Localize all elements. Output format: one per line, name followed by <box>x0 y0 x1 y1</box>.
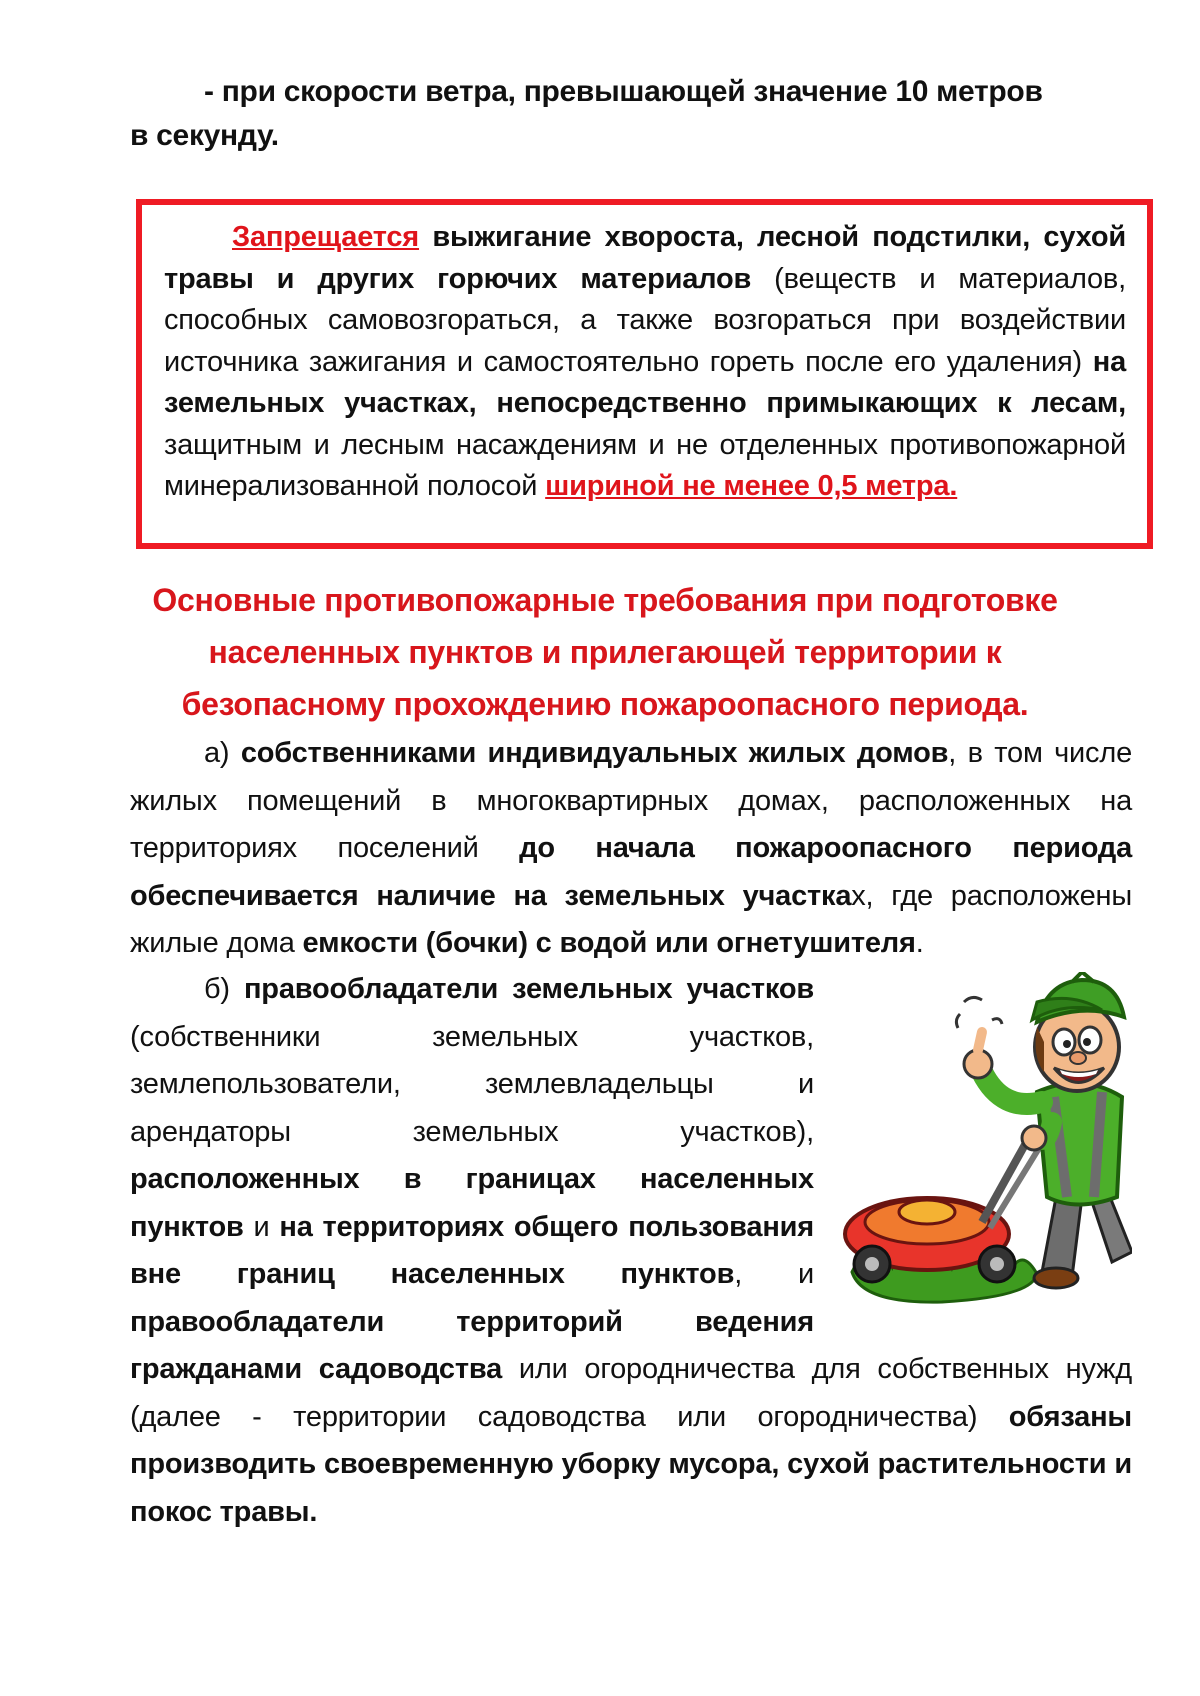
item-a-paragraph: а) собственниками индивидуальных жилых домов, в том числе жилых помещений в многоквартирных домах, расположенных на территориях поселений до начала пожароопасного периода обеспечивается наличие на земельных участках, где расположены жилые дома емкости (бочки) с водой или огнетушителя. <box>130 737 1132 959</box>
prohibition-text: Запрещается выжигание хвороста, лесной подстилки, сухой травы и других горючих материалов (веществ и материалов, способных самовозгораться, а также возгораться при воздействии источника зажигания и самостоятельно гореть после его удаления) на земельных участках, непосредственно примыкающих к лесам, защитным и лесным насаждениям и не отделенных противопожарной минерализованной полосой шириной не менее 0,5 метра. <box>164 221 1126 502</box>
item-b-paragraph <box>130 966 1132 1536</box>
prohibited-word: Запрещается <box>232 221 420 253</box>
wind-speed-text: - при скорости ветра, превышающей значение 10 метров в секунду. <box>130 75 1043 152</box>
lawn-mower-illustration <box>832 972 1132 1314</box>
prohibition-box <box>136 199 1153 549</box>
wind-speed-paragraph <box>130 70 1050 158</box>
item-b-text: б) правообладатели земельных участков (собственники земельных участков, землепользователи, землевладельцы и арендаторы земельных участков), расположенных в границах населенных пунктов и на территориях общего пользования вне границ населенных пунктов, и правообладатели территорий ведения гражданами садоводства или огородничества для собственных нужд (далее - территории садоводства или огородничества) обязаны производить своевременную уборку мусора, сухой растительности и покос травы. <box>130 973 1132 1528</box>
strip-width-clause: шириной не менее 0,5 метра. <box>545 470 958 502</box>
lawn-mower-man-icon <box>832 972 1132 1314</box>
section-heading: Основные противопожарные требования при подготовке населенных пунктов и прилегающей территории к безопасному прохождению пожароопасного периода. <box>152 582 1058 722</box>
